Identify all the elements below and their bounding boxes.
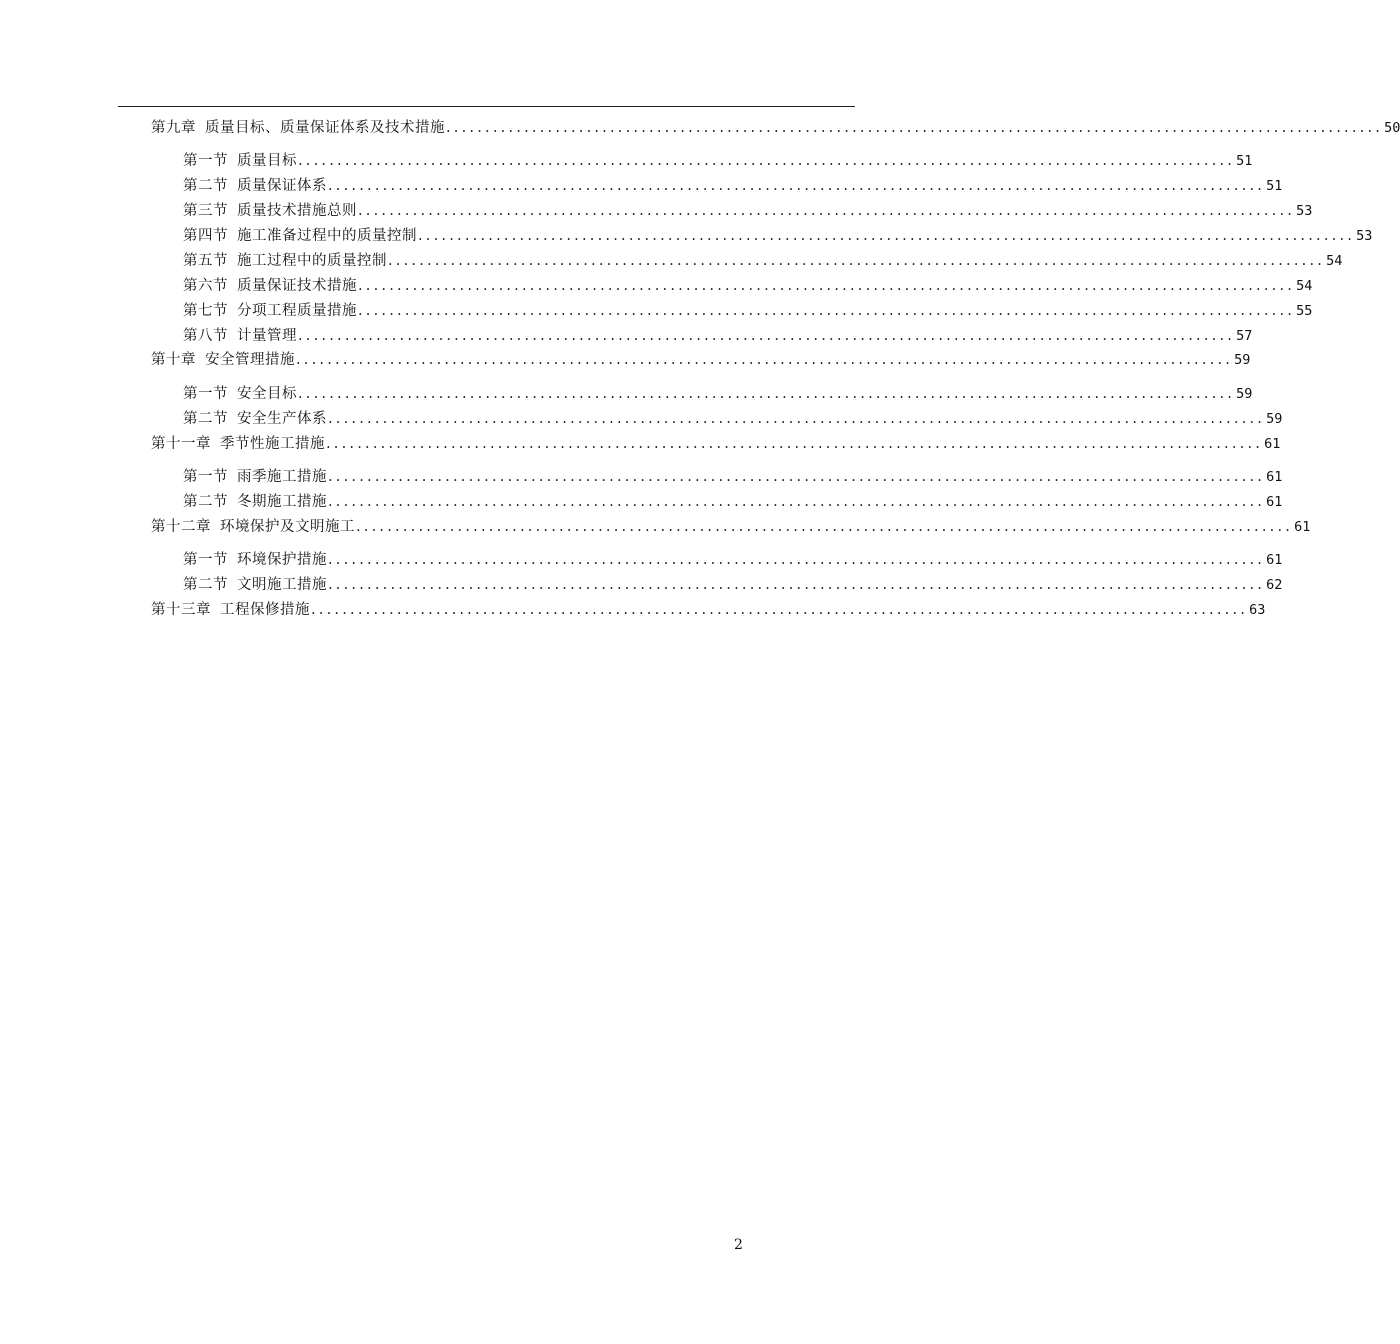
entry-title: 质量目标、质量保证体系及技术措施 (205, 120, 445, 136)
entry-page: 51 (1236, 153, 1253, 169)
entry-page: 63 (1249, 602, 1266, 618)
toc-entry[interactable] (183, 201, 1313, 221)
dot-leader: ........................................................................................................................ (328, 577, 1266, 593)
toc-entry[interactable] (151, 517, 1311, 537)
dot-leader: ........................................................................................................................ (358, 203, 1296, 219)
entry-title: 环境保护及文明施工 (220, 519, 355, 535)
toc-entry[interactable] (183, 467, 1283, 487)
entry-number: 第二节 (183, 178, 228, 194)
entry-title: 质量保证体系 (237, 178, 327, 194)
entry-title: 质量目标 (237, 153, 297, 169)
toc-entry[interactable] (183, 301, 1313, 321)
entry-number: 第六节 (183, 278, 228, 294)
toc-entry[interactable] (183, 409, 1283, 429)
entry-page: 51 (1266, 178, 1283, 194)
header-rule (118, 106, 855, 107)
dot-leader: ........................................................................................................................ (328, 411, 1266, 427)
dot-leader: ........................................................................................................................ (328, 469, 1266, 485)
entry-title: 施工准备过程中的质量控制 (237, 228, 417, 244)
entry-number: 第一节 (183, 386, 228, 402)
dot-leader: ........................................................................................................................ (358, 278, 1296, 294)
toc-entry[interactable] (183, 251, 1343, 271)
entry-number: 第一节 (183, 469, 228, 485)
toc-entry[interactable] (183, 176, 1283, 196)
entry-title: 环境保护措施 (237, 552, 327, 568)
toc-entry[interactable] (183, 550, 1283, 570)
entry-number: 第五节 (183, 253, 228, 269)
entry-title: 季节性施工措施 (220, 436, 325, 452)
entry-title: 计量管理 (237, 328, 297, 344)
entry-page: 54 (1296, 278, 1313, 294)
entry-page: 59 (1234, 352, 1251, 368)
dot-leader: ........................................................................................................................ (328, 494, 1266, 510)
entry-title: 冬期施工措施 (237, 494, 327, 510)
entry-number: 第二节 (183, 411, 228, 427)
toc-entry[interactable] (183, 575, 1283, 595)
dot-leader: ........................................................................................................................ (311, 602, 1249, 618)
dot-leader: ........................................................................................................................ (298, 328, 1236, 344)
toc-entry[interactable] (183, 326, 1253, 346)
dot-leader: ........................................................................................................................ (296, 352, 1234, 368)
dot-leader: ........................................................................................................................ (298, 386, 1236, 402)
entry-number: 第二节 (183, 494, 228, 510)
entry-number: 第十三章 (151, 602, 211, 618)
entry-number: 第一节 (183, 153, 228, 169)
entry-title: 安全生产体系 (237, 411, 327, 427)
dot-leader: ........................................................................................................................ (418, 228, 1356, 244)
entry-page: 53 (1356, 228, 1373, 244)
entry-page: 53 (1296, 203, 1313, 219)
dot-leader: ........................................................................................................................ (358, 303, 1296, 319)
entry-page: 61 (1266, 552, 1283, 568)
entry-page: 61 (1264, 436, 1281, 452)
entry-number: 第七节 (183, 303, 228, 319)
entry-page: 59 (1266, 411, 1283, 427)
entry-title: 分项工程质量措施 (237, 303, 357, 319)
toc-entry[interactable] (151, 350, 1251, 370)
toc-entry[interactable] (151, 600, 1266, 620)
dot-leader: ........................................................................................................................ (328, 178, 1266, 194)
entry-title: 质量技术措施总则 (237, 203, 357, 219)
toc-entry[interactable] (183, 276, 1313, 296)
entry-page: 50 (1384, 120, 1400, 136)
toc-entry[interactable] (151, 434, 1281, 454)
toc-entry[interactable] (183, 492, 1283, 512)
footer-page-number: 2 (734, 1237, 743, 1253)
entry-number: 第四节 (183, 228, 228, 244)
entry-title: 工程保修措施 (220, 602, 310, 618)
entry-title: 安全目标 (237, 386, 297, 402)
entry-number: 第十一章 (151, 436, 211, 452)
entry-page: 54 (1326, 253, 1343, 269)
entry-page: 61 (1266, 494, 1283, 510)
entry-number: 第三节 (183, 203, 228, 219)
entry-title: 质量保证技术措施 (237, 278, 357, 294)
entry-title: 文明施工措施 (237, 577, 327, 593)
entry-number: 第十章 (151, 352, 196, 368)
toc-entry[interactable] (183, 384, 1253, 404)
entry-page: 59 (1236, 386, 1253, 402)
dot-leader: ........................................................................................................................ (328, 552, 1266, 568)
entry-page: 55 (1296, 303, 1313, 319)
dot-leader: ........................................................................................................................ (356, 519, 1294, 535)
dot-leader: ........................................................................................................................ (446, 120, 1384, 136)
dot-leader: ........................................................................................................................ (326, 436, 1264, 452)
toc-entry[interactable] (151, 118, 1400, 138)
dot-leader: ........................................................................................................................ (388, 253, 1326, 269)
entry-page: 62 (1266, 577, 1283, 593)
entry-number: 第一节 (183, 552, 228, 568)
entry-page: 61 (1294, 519, 1311, 535)
toc-entry[interactable] (183, 151, 1253, 171)
entry-page: 57 (1236, 328, 1253, 344)
entry-number: 第九章 (151, 120, 196, 136)
dot-leader: ........................................................................................................................ (298, 153, 1236, 169)
toc-entry[interactable] (183, 226, 1373, 246)
entry-number: 第八节 (183, 328, 228, 344)
entry-number: 第二节 (183, 577, 228, 593)
entry-title: 雨季施工措施 (237, 469, 327, 485)
entry-title: 安全管理措施 (205, 352, 295, 368)
entry-page: 61 (1266, 469, 1283, 485)
entry-title: 施工过程中的质量控制 (237, 253, 387, 269)
entry-number: 第十二章 (151, 519, 211, 535)
